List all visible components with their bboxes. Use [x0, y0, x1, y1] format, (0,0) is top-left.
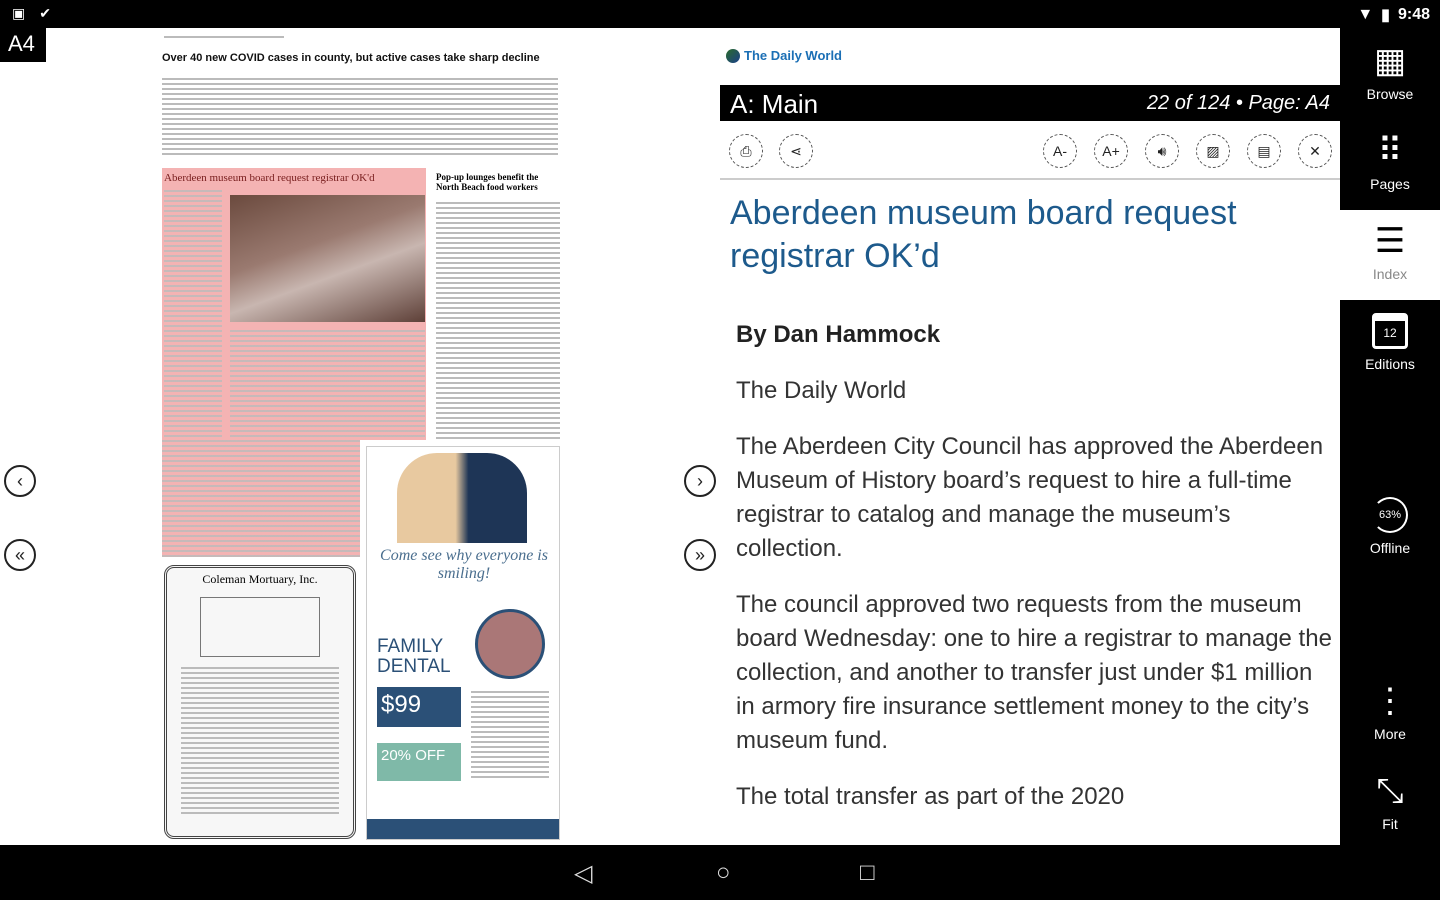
sidebar-label: Fit [1382, 816, 1398, 832]
font-larger-button[interactable]: A+ [1094, 134, 1128, 168]
sidebar [1340, 28, 1440, 845]
back-icon[interactable]: ◁ [574, 860, 593, 887]
sidebar-label: Pages [1370, 176, 1410, 192]
sidebar-item-fit[interactable] [1340, 766, 1440, 856]
newspaper-headline: Over 40 new COVID cases in county, but active cases take sharp decline [162, 52, 540, 64]
last-page-button[interactable]: » [684, 539, 716, 571]
article-paragraph: The Aberdeen City Council has approved the Aberdeen Museum of History board’s request to hire a full-time registrar to catalog and manage the museum’s collection. [736, 433, 1324, 562]
sidebar-item-more[interactable] [1340, 676, 1440, 766]
sidebar-label: Browse [1366, 86, 1414, 102]
mortuary-ad-text [181, 667, 339, 817]
page-folio [164, 36, 284, 40]
dental-office-photo [475, 609, 545, 679]
newspaper-icon: ▦ [1373, 42, 1407, 80]
dental-ad-photo [397, 453, 527, 543]
dental-ad-discount: 20% OFF [377, 743, 461, 781]
sidebar-item-editions[interactable] [1340, 306, 1440, 396]
dental-ad-tagline: Come see why everyone is smiling! [380, 547, 548, 582]
clock: 9:48 [1397, 6, 1430, 23]
dental-ad [366, 446, 560, 840]
article-photo [230, 195, 425, 322]
article-source: The Daily World [736, 377, 907, 404]
expand-icon: ⤡ [1376, 771, 1404, 810]
side-story-text [436, 202, 560, 440]
highlighted-article[interactable] [162, 168, 426, 440]
article-column [230, 330, 425, 438]
covid-story-text [162, 78, 558, 158]
section-title: A: Main [730, 89, 819, 119]
dental-ad-footer [367, 819, 559, 839]
close-icon[interactable]: ✕ [1298, 134, 1332, 168]
offline-percent: 63% [1372, 497, 1408, 533]
print-icon[interactable]: ⎙ [729, 134, 763, 168]
sidebar-label: Offline [1369, 540, 1411, 556]
dental-ad-price: $99 [377, 687, 461, 727]
highlighted-article-headline: Aberdeen museum board request registrar OK'd [164, 172, 375, 184]
list-icon: ☰ [1374, 222, 1406, 260]
sidebar-item-index[interactable] [1340, 210, 1440, 300]
sidebar-label: Index [1372, 266, 1408, 282]
side-headline: Pop-up lounges benefit the North Beach food workers [436, 172, 539, 192]
publication-logo [726, 48, 842, 63]
article-title: Aberdeen museum board request registrar OK’d [730, 194, 1237, 275]
next-page-button[interactable]: › [684, 465, 716, 497]
grid-icon: ⠿ [1377, 132, 1403, 170]
mortuary-drawing [200, 597, 320, 657]
article-column [164, 190, 222, 438]
article-byline: By Dan Hammock [736, 321, 941, 348]
calendar-day: 12 [1372, 313, 1408, 349]
highlighted-article-continued[interactable] [162, 440, 360, 557]
dental-ad-brand: FAMILY DENTAL [377, 636, 451, 677]
status-bar [0, 0, 1440, 28]
page-label: A4 [0, 28, 46, 62]
notification-icon: ▣ [12, 5, 26, 21]
sidebar-label: More [1374, 726, 1406, 742]
globe-icon [726, 49, 740, 63]
battery-icon: ▮ [1381, 7, 1390, 24]
page-position: 22 of 124 • Page: A4 [1146, 92, 1330, 114]
article-toolbar [720, 130, 1340, 180]
sidebar-item-browse[interactable] [1340, 36, 1440, 126]
section-bar [720, 85, 1340, 121]
share-icon[interactable]: ⋖ [779, 134, 813, 168]
mortuary-ad [164, 565, 356, 839]
wifi-icon: ▼ [1357, 6, 1374, 23]
sidebar-label: Editions [1365, 356, 1415, 372]
page-view-icon[interactable]: ▨ [1196, 134, 1230, 168]
article-panel [720, 40, 1340, 845]
article-paragraph: The council approved two requests from the museum board Wednesday: one to hire a registrar to manage the collection, and another to transfer just under $1 million in armory fire insurance settlement money to the city’s museum fund. [736, 591, 1332, 754]
sidebar-item-pages[interactable] [1340, 126, 1440, 216]
more-vertical-icon: ⋮ [1373, 682, 1407, 720]
download-done-icon: ✔ [39, 5, 51, 21]
article-body [736, 318, 1332, 836]
publication-name: The Daily World [744, 48, 842, 63]
article-column [162, 440, 360, 557]
calendar-icon [1340, 306, 1440, 356]
font-smaller-button[interactable]: A- [1043, 134, 1077, 168]
first-page-button[interactable]: « [4, 539, 36, 571]
home-icon[interactable]: ○ [716, 859, 731, 886]
dental-ad-text [471, 691, 549, 781]
sidebar-item-offline[interactable] [1340, 490, 1440, 580]
recents-icon[interactable]: □ [860, 859, 875, 886]
download-progress-icon [1340, 490, 1440, 540]
system-nav-bar [0, 845, 1440, 900]
mortuary-ad-title: Coleman Mortuary, Inc. [202, 572, 318, 586]
text-view-icon[interactable]: ▤ [1247, 134, 1281, 168]
article-paragraph: The total transfer as part of the 2020 [736, 783, 1125, 810]
previous-page-button[interactable]: ‹ [4, 465, 36, 497]
speaker-icon[interactable]: 🔊︎ [1145, 134, 1179, 168]
newspaper-page[interactable] [160, 30, 562, 842]
